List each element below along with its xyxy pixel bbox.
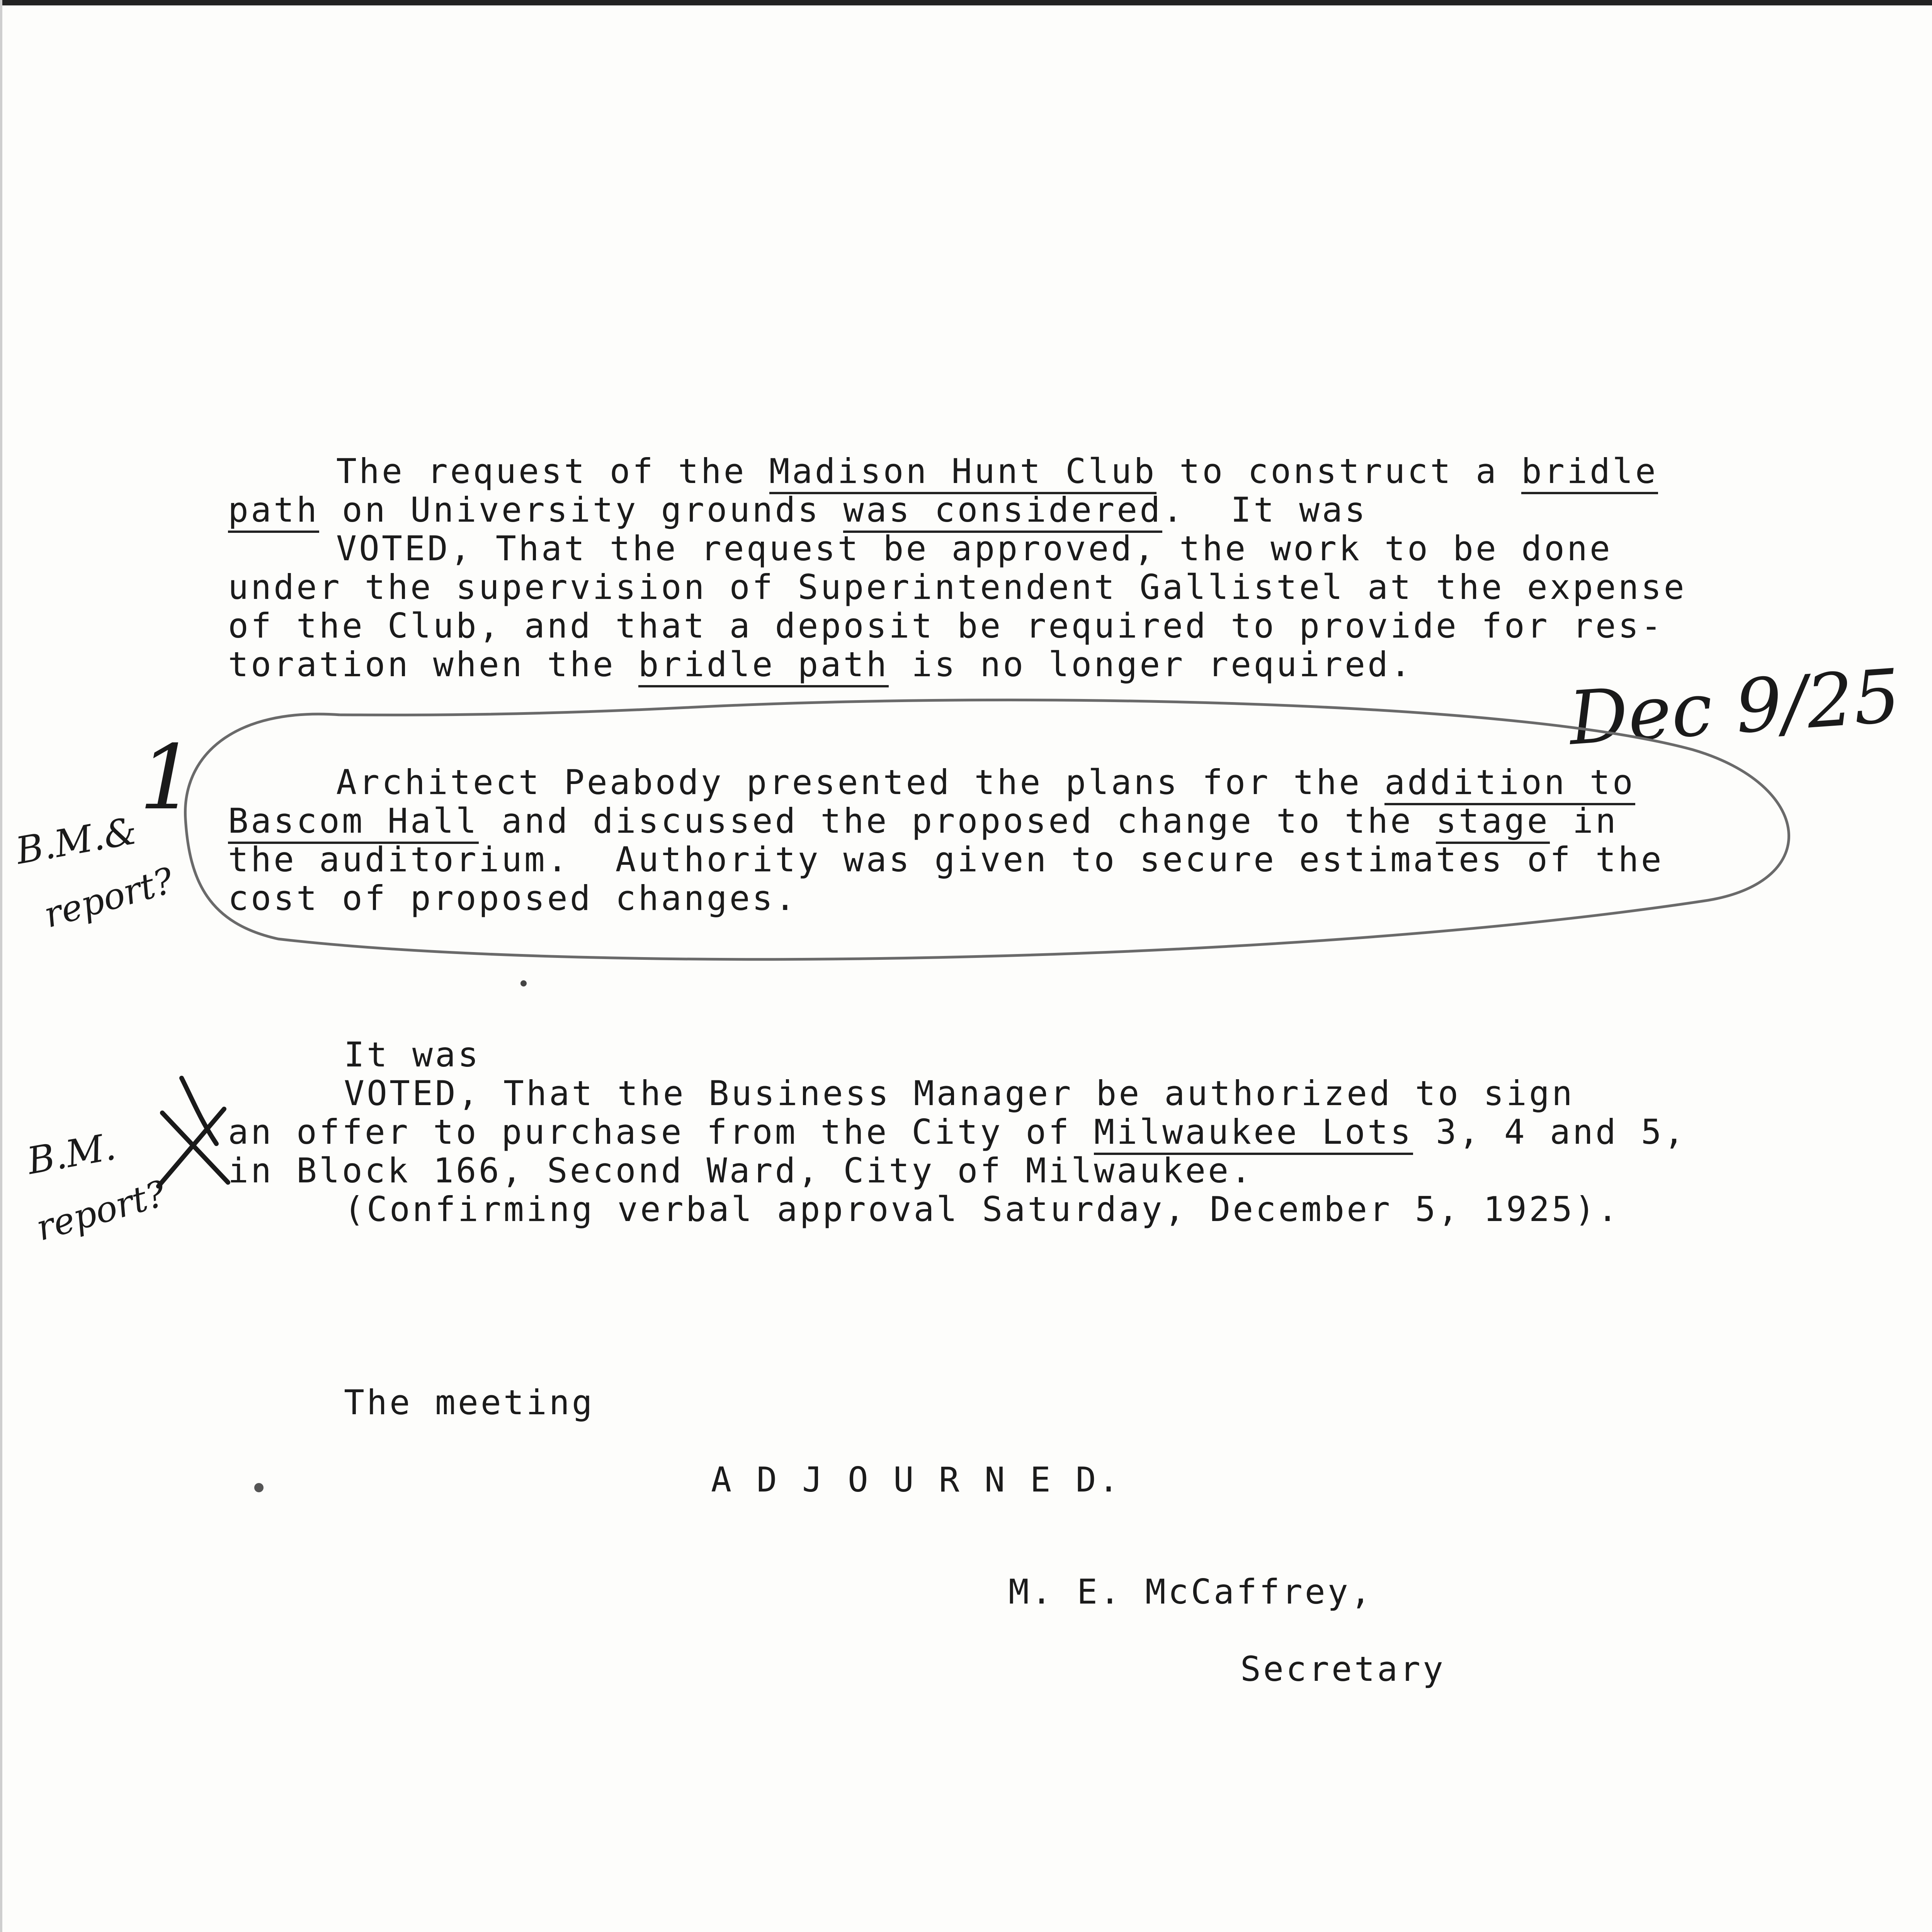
milwaukee-lots-underlined: Milwaukee Lots [1094, 1112, 1413, 1155]
margin-note-2-bottom: report? [31, 1172, 171, 1249]
path-underlined: path [228, 490, 319, 533]
p2-l1-text: Architect Peabody presented the plans for the [336, 762, 1385, 802]
p1-l1-text: The request of the [336, 451, 769, 491]
p2-l2-text2: in [1549, 801, 1618, 841]
p2-line3: the auditorium. Authority was given to secure estimates of the [228, 840, 1664, 879]
p1-line3: VOTED, That the request be approved, the work to be done [336, 529, 1612, 568]
madison-hunt-club-underlined: Madison Hunt Club [769, 451, 1157, 494]
margin-note-1-top: B.M.& [12, 809, 140, 873]
bridle-path-underlined: bridle path [638, 645, 889, 687]
signatory-title: Secretary [1240, 1649, 1446, 1689]
bascom-hall-underlined: Bascom Hall [228, 801, 479, 844]
p3-l3-text: an offer to purchase from the City of [228, 1112, 1094, 1152]
p3-line2: VOTED, That the Business Manager be authorized to sign [344, 1073, 1575, 1113]
p1-l2-text2: . It was [1162, 490, 1368, 530]
p1-l1-text2: to construct a [1156, 451, 1521, 491]
bridle-underlined: bridle [1521, 451, 1658, 494]
p1-line4: under the supervision of Superintendent Gallistel at the expense [228, 567, 1687, 607]
was-considered-underlined: was considered [843, 490, 1162, 533]
handwritten-date: Dec 9/25 [1566, 653, 1903, 762]
stage-underlined: stage [1436, 801, 1550, 844]
p3-line5: (Confirming verbal approval Saturday, December 5, 1925). [344, 1189, 1620, 1229]
margin-note-2-top: B.M. [24, 1124, 119, 1183]
p2-l2-text: and discussed the proposed change to the [478, 801, 1436, 841]
p3-line1: It was [344, 1035, 481, 1075]
handwritten-x-mark [158, 1078, 228, 1186]
addition-to-underlined: addition to [1384, 762, 1635, 805]
margin-note-1-bottom: report? [39, 859, 179, 936]
p3-l3-text2: 3, 4 and 5, [1413, 1112, 1687, 1152]
p3-line4: in Block 166, Second Ward, City of Milwaukee. [228, 1151, 1254, 1190]
p1-l2-text: on University grounds [319, 490, 844, 530]
meeting-text: The meeting [344, 1383, 595, 1422]
handwritten-circle [185, 700, 1789, 959]
scan-speck [520, 980, 527, 986]
p1-l6-text: toration when the [228, 645, 638, 684]
scan-speck [254, 1483, 264, 1492]
signatory-name: M. E. McCaffrey, [1009, 1572, 1373, 1612]
p1-l6-text2: is no longer required. [889, 645, 1413, 684]
adjourned-text: A D J O U R N E D. [711, 1460, 1121, 1500]
p2-line4: cost of proposed changes. [228, 878, 798, 918]
p1-line5: of the Club, and that a deposit be required to provide for res- [228, 606, 1664, 646]
handwritten-numeral: 1 [139, 726, 196, 830]
